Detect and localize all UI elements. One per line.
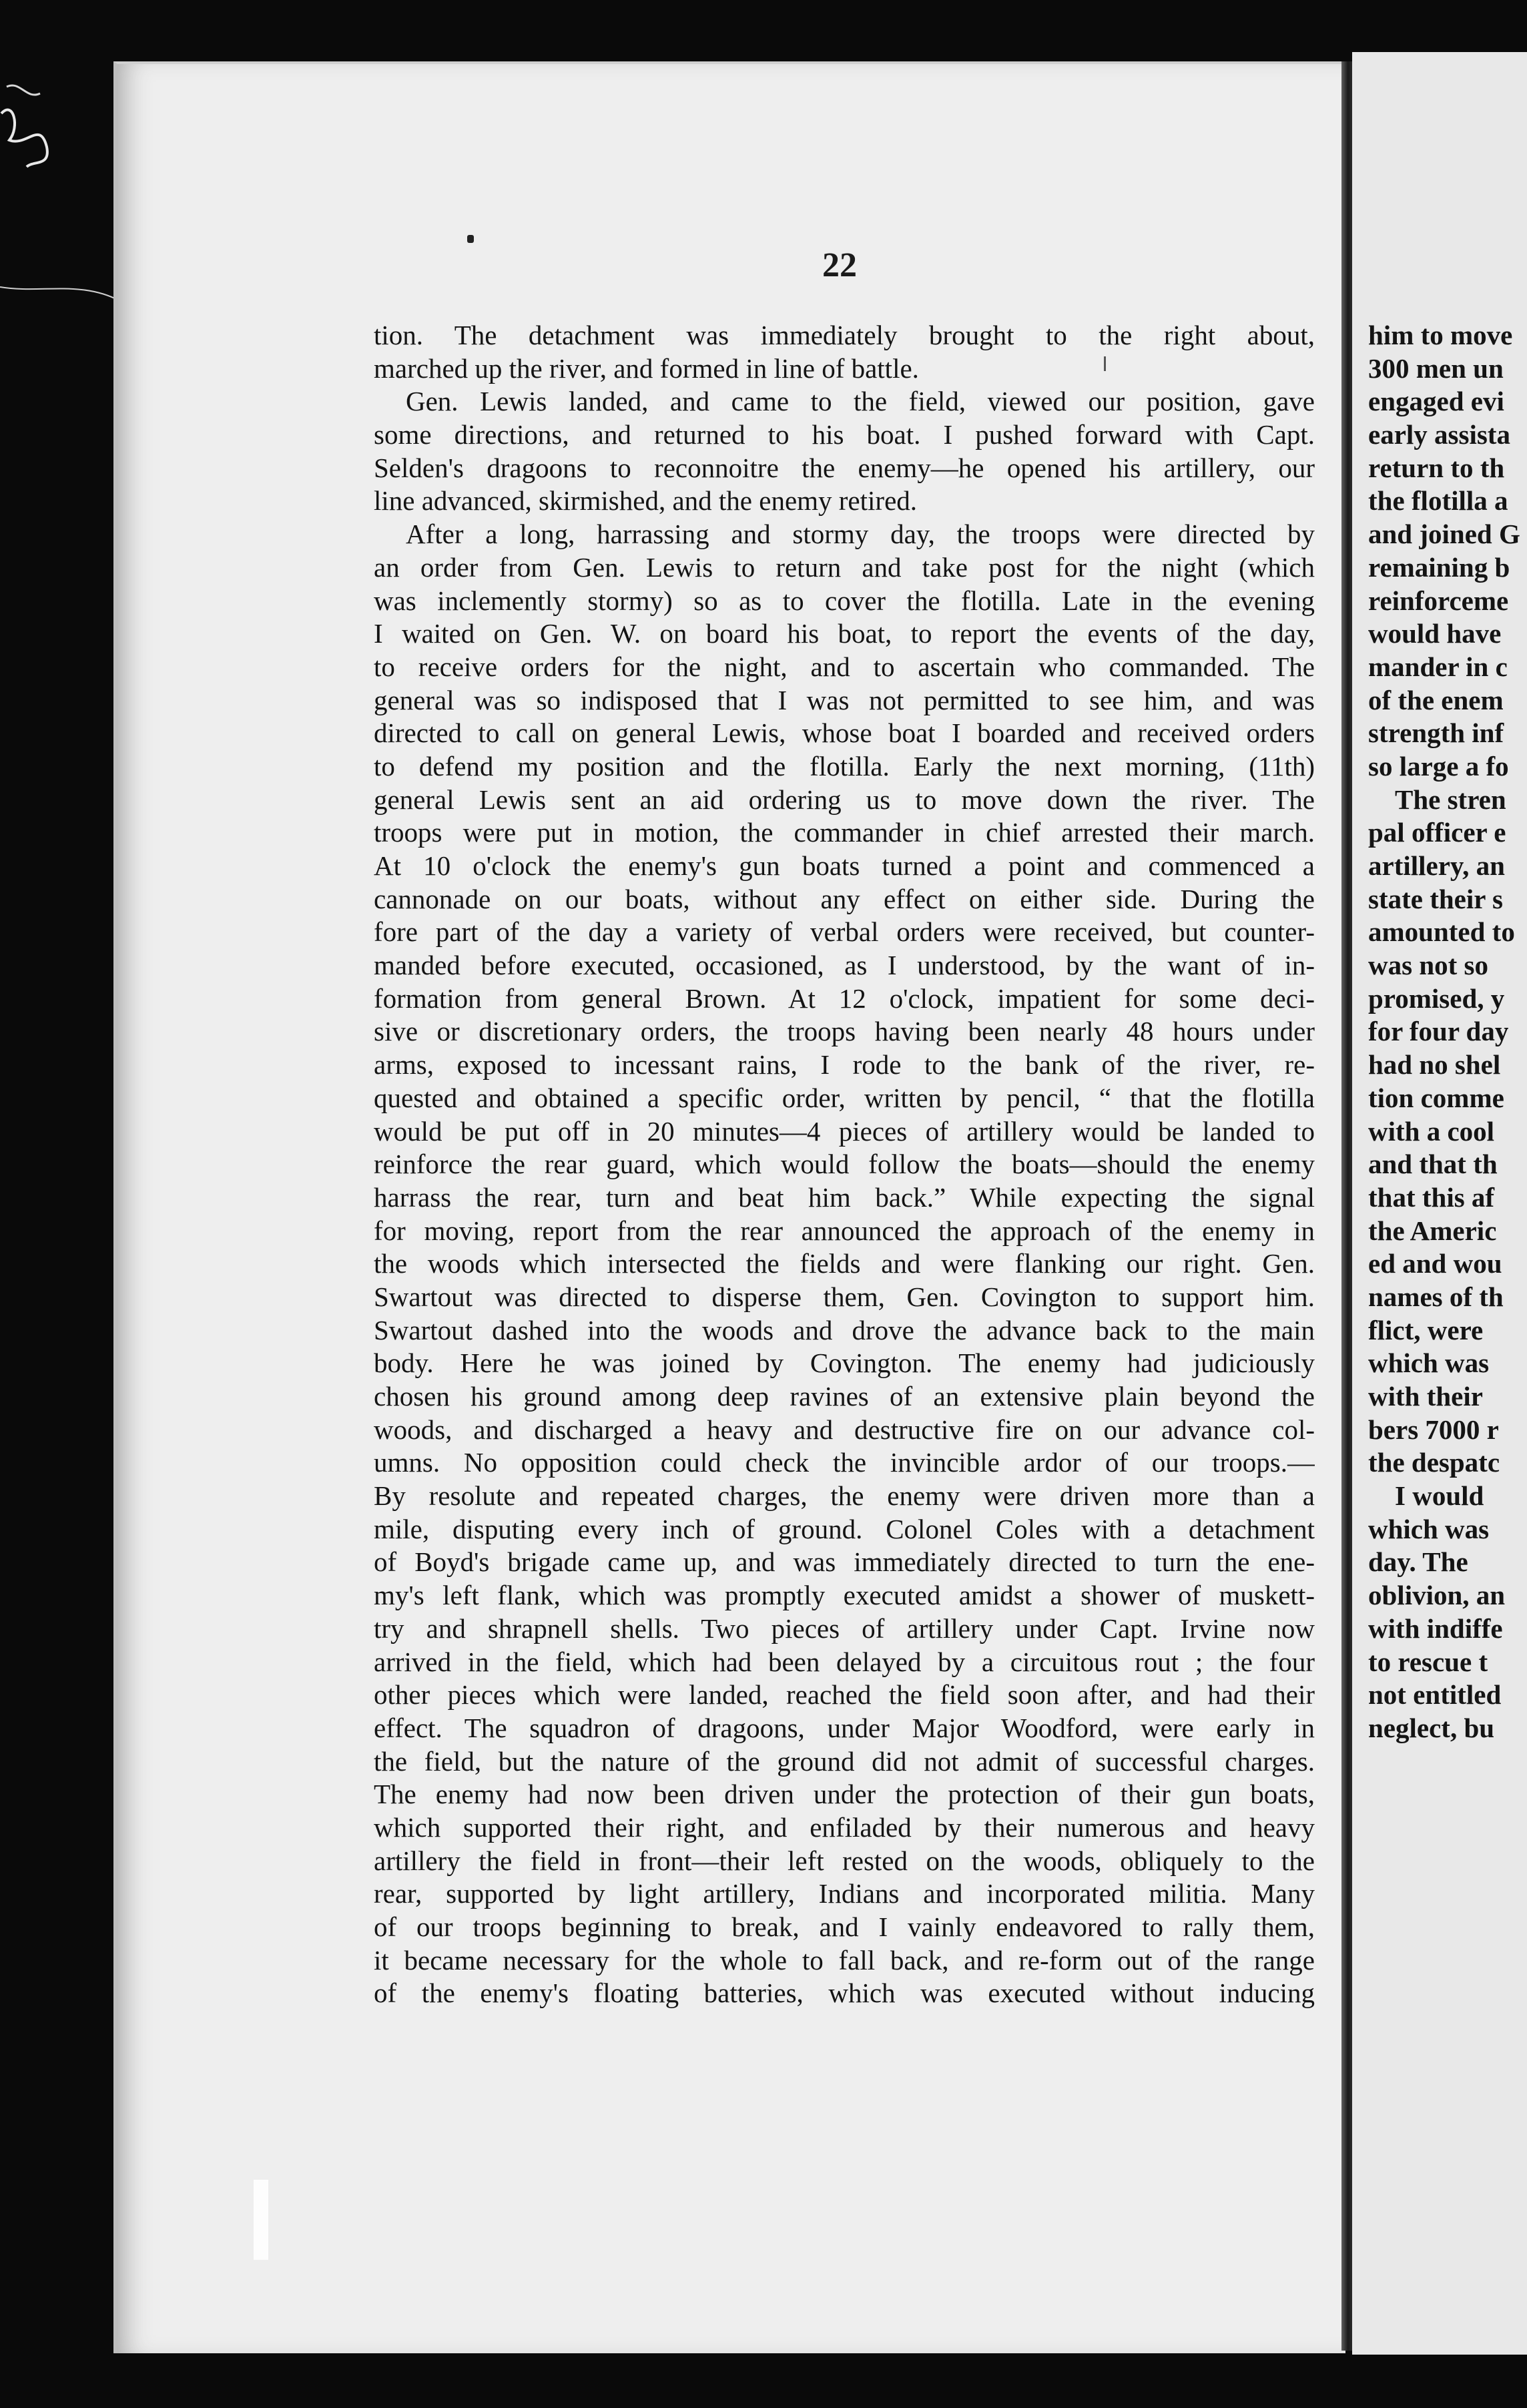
main-text-line: reinforce the rear guard, which would follow the boats—should the enemy [374,1149,1315,1180]
adjacent-page-line: state their s [1368,883,1503,914]
main-text-line: harrass the rear, turn and beat him back.” While expecting the signal [374,1181,1315,1213]
main-text-line: general Lewis sent an aid ordering us to move down the river. The [374,784,1315,815]
main-text-line: sive or discretionary orders, the troops having been nearly 48 hours under [374,1016,1315,1047]
main-text-line: arrived in the field, which had been delayed by a circuitous rout ; the four [374,1646,1315,1677]
adjacent-page-line: artillery, an [1368,850,1505,881]
main-text-line: Selden's dragoons to reconnoitre the enemy—he opened his artillery, our [374,452,1315,483]
adjacent-page-line: remaining b [1368,551,1510,583]
main-text-line: Swartout dashed into the woods and drove the advance back to the main [374,1314,1315,1345]
adjacent-page-line: which was [1368,1513,1490,1544]
main-text-line: which supported their right, and enfiladed by their numerous and heavy [374,1811,1315,1843]
main-text-line: effect. The squadron of dragoons, under Major Woodford, were early in [374,1712,1315,1743]
main-text-line: was inclemently stormy) so as to cover the flotilla. Late in the evening [374,585,1315,616]
adjacent-page-text-block [1368,319,1527,1745]
adjacent-page-line: tion comme [1368,1082,1504,1113]
adjacent-page-line: pal officer e [1368,817,1506,848]
main-text-line: general was so indisposed that I was not permitted to see him, and was [374,684,1315,715]
scan-smudge [254,2180,268,2260]
adjacent-page-line: oblivion, an [1368,1580,1506,1611]
adjacent-page-line: not entitled [1368,1679,1502,1711]
main-text-line: manded before executed, occasioned, as I understood, by the want of in- [374,950,1315,981]
adjacent-page-line: early assista [1368,419,1510,450]
main-text-line: troops were put in motion, the commander in chief arrested their march. [374,817,1315,848]
main-text-line: chosen his ground among deep ravines of an extensive plain beyond the [374,1381,1315,1412]
adjacent-page-line: 300 men un [1368,352,1504,384]
adjacent-page-line: with their [1368,1381,1483,1412]
adjacent-page-line: engaged evi [1368,386,1504,417]
main-text-line: of our troops beginning to break, and I vainly endeavored to rally them, [374,1911,1315,1942]
adjacent-page-line: the despatc [1368,1447,1500,1478]
main-text-line: umns. No opposition could check the invincible ardor of our troops.— [374,1447,1315,1478]
adjacent-page-line: of the enem [1368,684,1504,715]
scan-edge-mark [0,40,60,174]
adjacent-page-line: promised, y [1368,982,1505,1014]
adjacent-page-line: strength inf [1368,717,1504,749]
main-text-line: quested and obtained a specific order, written by pencil, “ that the flotilla [374,1082,1315,1113]
main-text-line: After a long, harrassing and stormy day, the troops were directed by [406,519,1315,550]
main-text-line: I waited on Gen. W. on board his boat, to report the events of the day, [374,618,1315,649]
main-text-line: tion. The detachment was immediately brought to the right about, [374,320,1315,350]
adjacent-page-line: names of th [1368,1281,1504,1312]
main-text-line: would be put off in 20 minutes—4 pieces of artillery would be landed to [374,1115,1315,1147]
main-text-line: other pieces which were landed, reached the field soon after, and had their [374,1679,1315,1711]
adjacent-page-line: and joined G [1368,519,1520,550]
adjacent-page-line: to rescue t [1368,1646,1488,1677]
adjacent-page-line: amounted to [1368,916,1515,948]
adjacent-page-line: had no shel [1368,1049,1501,1081]
main-text-line: artillery the field in front—their left rested on the woods, obliquely to the [374,1845,1315,1876]
main-text-line: Swartout was directed to disperse them, Gen. Covington to support him. [374,1281,1315,1312]
adjacent-page-line: the flotilla a [1368,485,1508,517]
main-text-line: The enemy had now been driven under the protection of their gun boats, [374,1779,1315,1810]
adjacent-page-line: so large a fo [1368,750,1509,782]
adjacent-page-line: was not so [1368,950,1488,981]
adjacent-page-line: day. The [1368,1546,1468,1578]
main-text-line: to receive orders for the night, and to ascertain who commanded. The [374,651,1315,682]
main-text-block [374,319,1315,2010]
main-text-line: rear, supported by light artillery, Indians and incorporated militia. Many [374,1878,1315,1909]
main-text-line: try and shrapnell shells. Two pieces of artillery under Capt. Irvine now [374,1612,1315,1644]
main-text-line: some directions, and returned to his boat. I pushed forward with Capt. [374,419,1315,450]
main-text-line: directed to call on general Lewis, whose boat I boarded and received orders [374,717,1315,749]
adjacent-page-line: flict, were [1368,1314,1484,1345]
adjacent-page-line: reinforceme [1368,585,1509,616]
adjacent-page-line: for four day [1368,1016,1509,1047]
main-text-line: body. Here he was joined by Covington. The enemy had judiciously [374,1347,1315,1379]
main-text-line: line advanced, skirmished, and the enemy retired. [374,485,918,517]
adjacent-page-line: and that th [1368,1149,1498,1180]
main-text-line: At 10 o'clock the enemy's gun boats turned a point and commenced a [374,850,1315,881]
main-text-line: for moving, report from the rear announced the approach of the enemy in [374,1215,1315,1246]
adjacent-page-line: with indiffe [1368,1612,1503,1644]
adjacent-page-line: the Americ [1368,1215,1497,1246]
main-text-line: an order from Gen. Lewis to return and take post for the night (which [374,551,1315,583]
adjacent-page-line: return to th [1368,452,1505,483]
adjacent-page-line: I would [1395,1480,1484,1512]
main-text-line: Gen. Lewis landed, and came to the field, viewed our position, gave [406,386,1315,417]
main-text-line: fore part of the day a variety of verbal orders were received, but counter- [374,916,1315,948]
page-number: 22 [822,246,857,284]
adjacent-page-line: ed and wou [1368,1248,1502,1279]
main-text-line: to defend my position and the flotilla. Early the next morning, (11th) [374,750,1315,782]
main-text-line: the field, but the nature of the ground did not admit of successful charges. [374,1745,1315,1777]
adjacent-page-line: which was [1368,1347,1490,1379]
adjacent-page-line: mander in c [1368,651,1508,682]
adjacent-page-line: with a cool [1368,1115,1495,1147]
main-text-line: arms, exposed to incessant rains, I rode to the bank of the river, re- [374,1049,1315,1081]
main-text-line: woods, and discharged a heavy and destructive fire on our advance col- [374,1414,1315,1445]
main-text-line: of Boyd's brigade came up, and was immediately directed to turn the ene- [374,1546,1315,1578]
main-text-line: it became necessary for the whole to fall back, and re-form out of the range [374,1944,1315,1976]
adjacent-page-line: would have [1368,618,1502,649]
main-text-line: formation from general Brown. At 12 o'clock, impatient for some deci- [374,982,1315,1014]
main-text-line: of the enemy's floating batteries, which was executed without inducing [374,1978,1315,2009]
adjacent-page-line: him to move [1368,320,1513,350]
main-text-line: cannonade on our boats, without any effect on either side. During the [374,883,1315,914]
adjacent-page-line: bers 7000 r [1368,1414,1499,1445]
main-text-line: the woods which intersected the fields and were flanking our right. Gen. [374,1248,1315,1279]
main-text-line: marched up the river, and formed in line of battle. [374,352,919,384]
ink-dot [467,235,474,243]
scan-edge-wire [0,280,120,547]
main-text-line: mile, disputing every inch of ground. Colonel Coles with a detachment [374,1513,1315,1544]
main-text-line: By resolute and repeated charges, the enemy were driven more than a [374,1480,1315,1512]
adjacent-page-line: neglect, bu [1368,1712,1495,1743]
page-gutter [1341,61,1352,2351]
main-text-line: my's left flank, which was promptly executed amidst a shower of muskett- [374,1580,1315,1611]
adjacent-page-line: that this af [1368,1181,1495,1213]
adjacent-page-line: The stren [1395,784,1506,815]
